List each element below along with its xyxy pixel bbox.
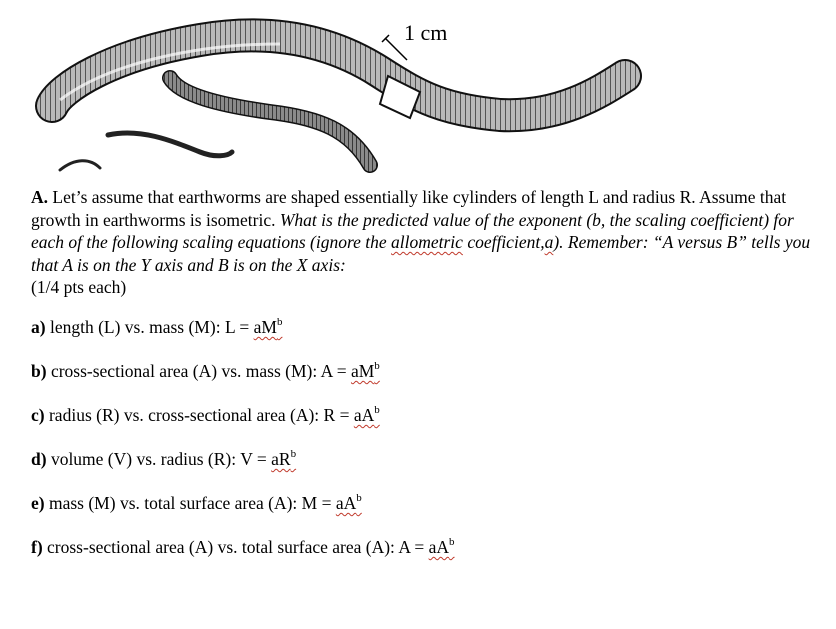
large-earthworm — [52, 35, 625, 115]
coefficient-end: ). — [553, 232, 564, 252]
question-text: radius (R) vs. cross-sectional area (A): — [48, 405, 320, 425]
question-letter: c) — [31, 405, 45, 425]
points-note: (1/4 pts each) — [31, 277, 127, 297]
question-text: mass (M) vs. total surface area (A): — [48, 493, 298, 513]
question-text: length (L) vs. mass (M): — [49, 317, 221, 337]
question-text: volume (V) vs. radius (R): — [50, 449, 237, 469]
coefficient-text: coefficient, — [467, 232, 545, 252]
scale-label: 1 cm — [404, 20, 448, 45]
equation-rhs: $aM^b$ — [350, 360, 380, 381]
question-text: cross-sectional area (A) vs. total surface area (A): — [47, 537, 395, 557]
equation-rhs: $aM^b$ — [253, 316, 283, 337]
question-letter: e) — [31, 493, 45, 513]
equation-lhs: V = — [240, 449, 272, 469]
question-f — [31, 536, 455, 558]
allometric-word: allometric — [391, 232, 463, 252]
question-letter: b) — [31, 361, 47, 381]
intro-statement-2: Assume that growth in earthworms is isometric. — [31, 187, 787, 230]
equation-rhs: $aR^b$ — [271, 448, 297, 469]
intro-reminder: Remember: “A versus B” tells you that A is on the Y axis and B is on the X axis: — [31, 232, 811, 275]
question-c — [31, 404, 380, 426]
equation-lhs: R = — [323, 405, 354, 425]
intro-question: What is the predicted value of the exponent (b, the scaling coefficient) for each of the following scaling equations (ignore the — [31, 209, 794, 252]
question-letter: f) — [31, 537, 43, 557]
small-earthworm — [108, 133, 232, 156]
equation-lhs: L = — [224, 317, 254, 337]
equation-rhs: $aA^b$ — [428, 536, 455, 557]
question-e — [31, 492, 362, 514]
problem-intro — [31, 186, 821, 299]
question-b — [31, 360, 380, 382]
question-a — [31, 316, 282, 338]
equation-rhs: $aA^b$ — [335, 492, 362, 513]
equation-lhs: A = — [320, 361, 351, 381]
tiny-earthworm — [60, 161, 100, 170]
part-label: A. — [31, 187, 49, 207]
intro-statement-1: Let’s assume that earthworms are shaped essentially like cylinders of length L and radius R. — [52, 187, 696, 207]
question-letter: d) — [31, 449, 47, 469]
equation-lhs: M = — [301, 493, 336, 513]
question-letter: a) — [31, 317, 46, 337]
coefficient-symbol: a — [544, 232, 554, 252]
question-d — [31, 448, 296, 470]
question-text: cross-sectional area (A) vs. mass (M): — [50, 361, 318, 381]
equation-lhs: A = — [398, 537, 429, 557]
equation-rhs: $aA^b$ — [353, 404, 380, 425]
